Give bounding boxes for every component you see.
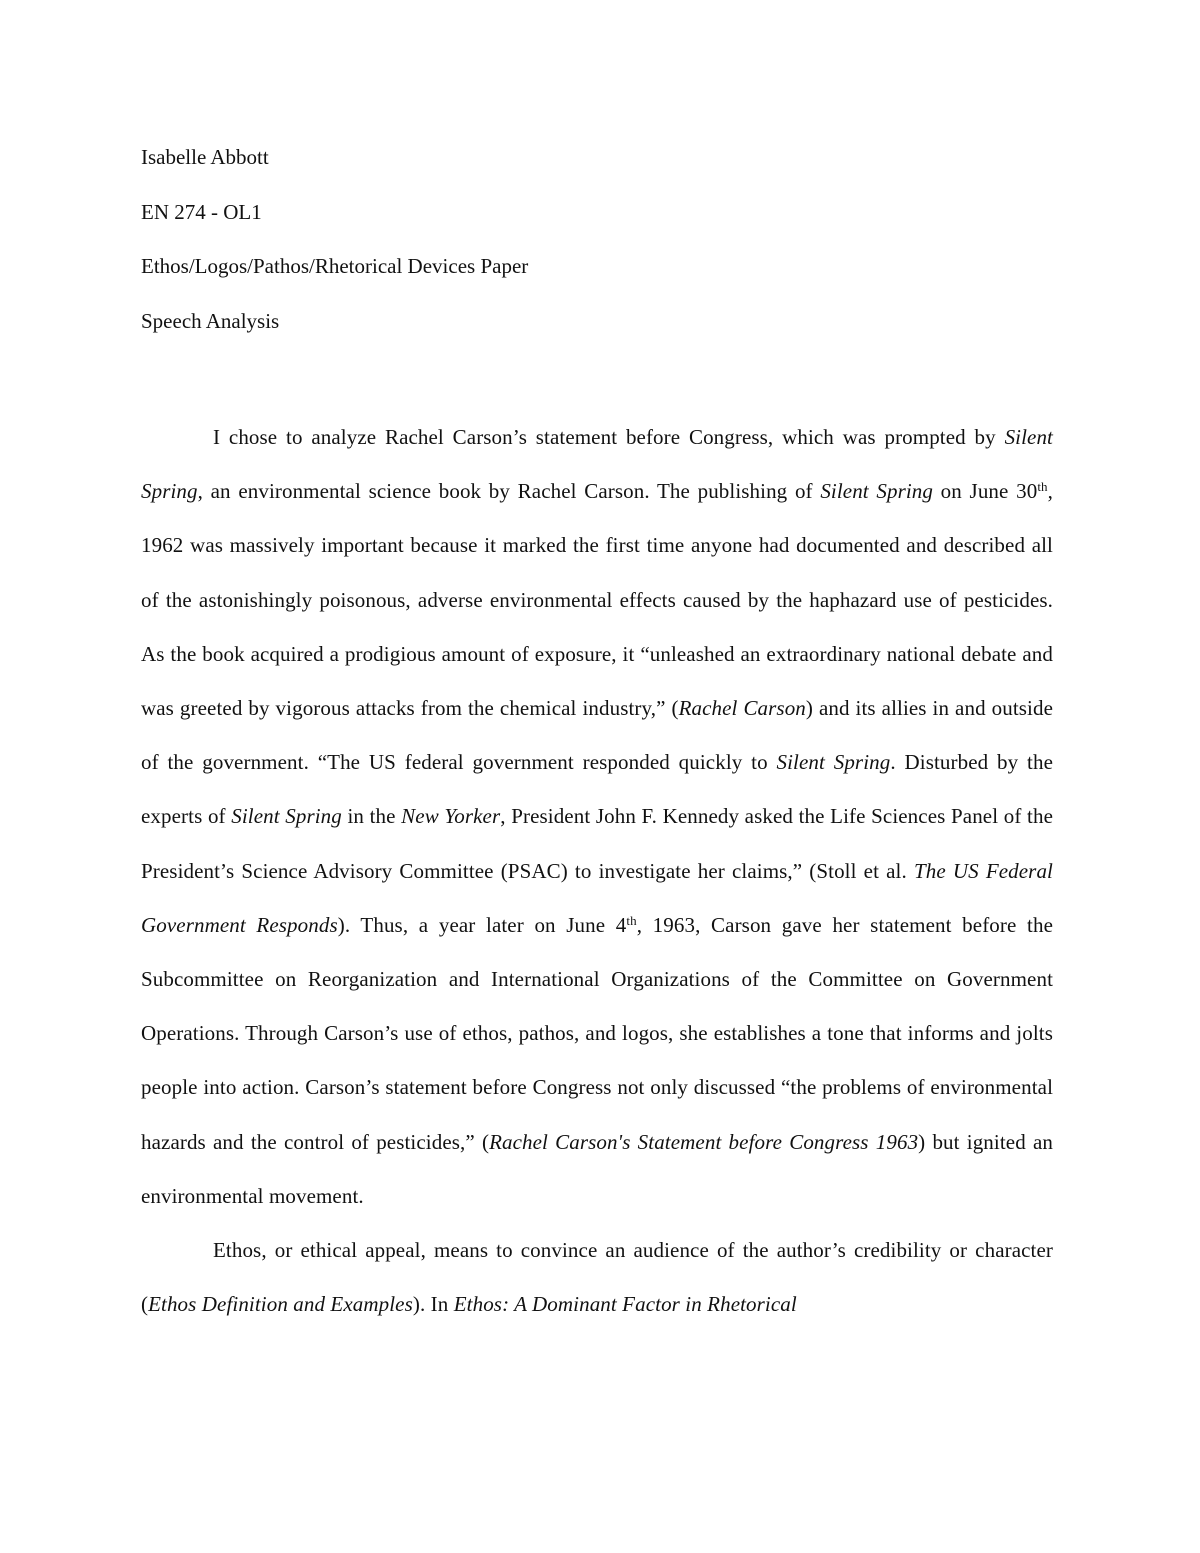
italic-title: Ethos Definition and Examples bbox=[148, 1292, 413, 1317]
body-paragraph bbox=[141, 1223, 1053, 1331]
text-run: , President John F. Kennedy asked the Life Sciences Panel of the President’s Science Advisory Committee (PSAC) to investigate her claims,” (Stoll et al. bbox=[141, 804, 1053, 883]
text-run: . Disturbed by the experts of bbox=[141, 750, 1053, 829]
italic-title: Silent Spring bbox=[820, 479, 934, 504]
text-run: ). Thus, a year later on June 4 bbox=[337, 912, 627, 937]
body-paragraph bbox=[141, 410, 1053, 1223]
text-run: , 1962 was massively important because it marked the first time anyone had documented and described all of the astonishingly poisonous, adverse environmental effects caused by the haphazard use of pesticides. As the book acquired a prodigious amount of exposure, it “unleashed an extraordinary national debate and was greeted by vigorous attacks from the chemical industry,” ( bbox=[141, 479, 1053, 721]
italic-title: Rachel Carson bbox=[678, 696, 806, 721]
assignment-title: Ethos/Logos/Pathos/Rhetorical Devices Paper bbox=[141, 254, 529, 278]
italic-title: Silent Spring bbox=[231, 804, 342, 829]
text-run: I chose to analyze Rachel Carson’s statement before Congress, which was prompted by bbox=[213, 425, 1005, 449]
paper-body bbox=[141, 410, 1053, 1331]
italic-title: The US Federal Government Responds bbox=[141, 858, 1053, 937]
paper-header bbox=[141, 142, 1061, 360]
text-run: in the bbox=[341, 804, 402, 829]
italic-title: Rachel Carson's Statement before Congress 1963 bbox=[489, 1129, 919, 1154]
paper-subject: Speech Analysis bbox=[141, 308, 280, 333]
author-name: Isabelle Abbott bbox=[141, 145, 269, 169]
text-run: ) but ignited an environmental movement. bbox=[141, 1129, 1053, 1208]
course-code: EN 274 - OL1 bbox=[141, 199, 262, 224]
italic-title: New Yorker bbox=[401, 804, 501, 829]
text-run: Ethos, or ethical appeal, means to convince an audience of the author’s credibility or character ( bbox=[141, 1238, 1053, 1317]
italic-title: Silent Spring bbox=[776, 750, 891, 775]
italic-title: Silent Spring bbox=[141, 425, 1053, 504]
text-run: on June 30 bbox=[933, 479, 1038, 504]
text-run: ) and its allies in and outside of the government. “The US federal government responded quickly to bbox=[141, 696, 1054, 775]
ordinal-suffix: th bbox=[1037, 479, 1048, 495]
ordinal-suffix: th bbox=[626, 912, 637, 928]
text-run: ). In bbox=[412, 1292, 454, 1317]
text-run: , an environmental science book by Rachel Carson. The publishing of bbox=[197, 479, 821, 504]
italic-title: Ethos: A Dominant Factor in Rhetorical bbox=[453, 1292, 797, 1317]
text-run: , 1963, Carson gave her statement before the Subcommittee on Reorganization and International Organizations of the Committee on Government Operations. Through Carson’s use of ethos, pathos, and logos, she establishes a tone that informs and jolts people into action. Carson’s statement before Congress not only discussed “the problems of environmental hazards and the control of pesticides,” ( bbox=[141, 912, 1053, 1154]
